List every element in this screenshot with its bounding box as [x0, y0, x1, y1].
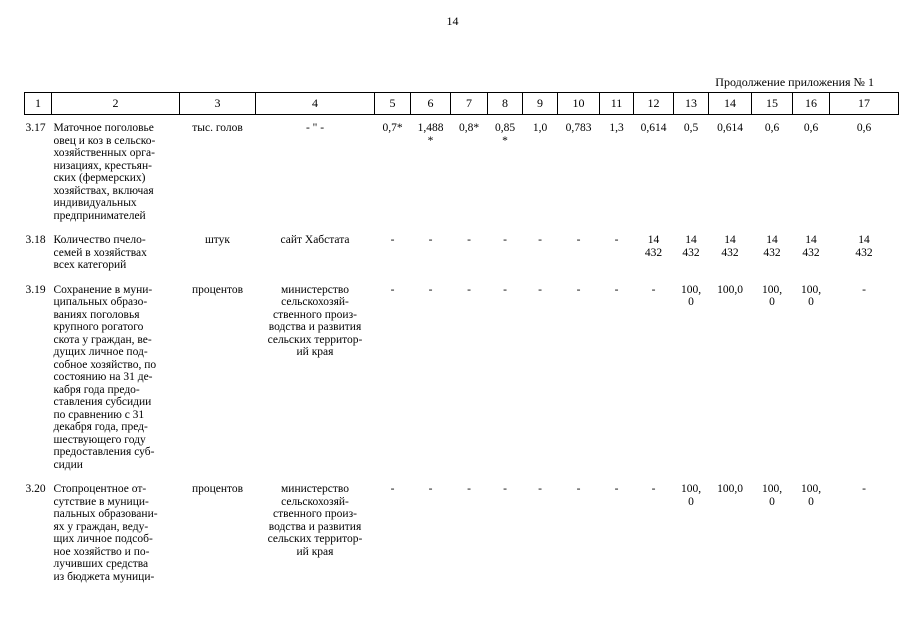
value-cell: -: [576, 283, 581, 296]
row-unit: процентов: [191, 483, 244, 495]
row-description: Маточное поголовье овец и коз в сельско- хозяйственных орга- низациях, крестьян- ских (фермерских) хозяйствах, включая индивидуальных предпринимателей: [53, 122, 156, 222]
table-row: [25, 483, 899, 583]
value-cell: 0,783: [565, 122, 592, 134]
value-cell: 14 432: [682, 234, 700, 259]
value-cell: 0,5: [683, 122, 699, 134]
value-cell: -: [614, 283, 619, 296]
value-cell: -: [390, 234, 395, 246]
header-cell: 11: [600, 93, 634, 115]
value-cell: -: [614, 234, 619, 246]
value-cell: -: [538, 483, 542, 495]
value-cell: -: [576, 483, 581, 495]
header-cell: 3: [180, 93, 256, 115]
value-cell: 14 432: [802, 234, 820, 259]
value-cell: 100, 0: [761, 283, 783, 308]
value-cell: -: [467, 283, 471, 296]
value-cell: -: [538, 283, 542, 296]
value-cell: -: [390, 283, 395, 296]
value-cell: 0,6: [803, 122, 819, 134]
value-cell: 100, 0: [761, 483, 783, 508]
header-cell: 13: [674, 93, 709, 115]
row-description: Сохранение в муни- ципальных образо- ваниях поголовья крупного рогатого скота у граждан, ве- дущих личное под- собное хозяйство, по состоянию на 31 де- кабря года предо- ставления субсидии по сравнению с 31 декабря года, пред- шествующего году предоставления суб- сидии: [53, 283, 157, 471]
row-number: 3.18: [25, 234, 46, 246]
header-cell: 1: [25, 93, 52, 115]
row-source: министерство сельскохозяй- ственного произ- водства и развития сельских территор- ий края: [267, 483, 363, 558]
data-table: [24, 92, 899, 583]
value-cell: -: [651, 283, 656, 296]
value-cell: 0,614: [717, 122, 743, 134]
row-number: 3.19: [25, 283, 46, 296]
header-cell: 8: [488, 93, 523, 115]
header-cell: 6: [411, 93, 451, 115]
header-cell: 4: [256, 93, 375, 115]
value-cell: 0,85 *: [494, 122, 516, 147]
value-cell: -: [503, 283, 507, 296]
row-source: министерство сельскохозяй- ственного произ- водства и развития сельских территор- ий края: [267, 283, 363, 358]
header-cell: 10: [558, 93, 600, 115]
value-cell: 14 432: [763, 234, 781, 259]
value-cell: -: [467, 483, 471, 495]
row-description: Стопроцентное от- сутствие в муници- пальных образовани- ях у граждан, веду- щих личное подсоб- ное хозяйство и по- лучивших средства из бюджета муници-: [53, 483, 158, 583]
value-cell: -: [428, 234, 433, 246]
value-cell: 0,7*: [382, 122, 403, 134]
value-cell: -: [862, 283, 866, 296]
value-cell: 100, 0: [800, 483, 822, 508]
value-cell: -: [614, 483, 619, 495]
row-source: сайт Хабстата: [280, 234, 350, 246]
value-cell: 100, 0: [680, 283, 702, 308]
value-cell: 14 432: [644, 234, 663, 259]
value-cell: 1,488 *: [417, 122, 444, 147]
row-source: - " -: [305, 122, 325, 134]
row-description: Количество пчело- семей в хозяйствах всех категорий: [53, 234, 147, 271]
row-number: 3.17: [25, 122, 46, 134]
value-cell: 1,3: [609, 122, 624, 134]
value-cell: 0,614: [640, 122, 667, 134]
header-cell: 15: [752, 93, 793, 115]
value-cell: 100, 0: [800, 283, 822, 308]
page-number: 14: [446, 14, 459, 28]
header-cell: 7: [451, 93, 488, 115]
value-cell: 14 432: [855, 234, 873, 259]
header-cell: 5: [375, 93, 411, 115]
row-unit: штук: [204, 234, 231, 246]
value-cell: 100,0: [717, 283, 743, 296]
row-unit: тыс. голов: [192, 122, 243, 134]
header-cell: 9: [523, 93, 558, 115]
header-cell: 2: [52, 93, 180, 115]
header-cell: 16: [793, 93, 830, 115]
value-cell: -: [862, 483, 866, 495]
row-unit: процентов: [191, 283, 244, 296]
value-cell: -: [428, 483, 433, 495]
table-row: [25, 284, 899, 472]
table-row: [25, 234, 899, 272]
value-cell: -: [503, 234, 507, 246]
value-cell: 0,6: [856, 122, 872, 134]
table-row: [25, 122, 899, 222]
value-cell: 0,8*: [458, 122, 480, 134]
value-cell: -: [538, 234, 542, 246]
value-cell: -: [467, 234, 471, 246]
value-cell: 0,6: [764, 122, 780, 134]
header-cell: 14: [709, 93, 752, 115]
value-cell: -: [576, 234, 581, 246]
value-cell: -: [390, 483, 395, 495]
continuation-label: Продолжение приложения № 1: [715, 75, 874, 89]
header-cell: 17: [830, 93, 899, 115]
value-cell: 1,0: [532, 122, 548, 134]
value-cell: -: [651, 483, 656, 495]
header-cell: 12: [634, 93, 674, 115]
value-cell: -: [428, 283, 433, 296]
value-cell: 100, 0: [680, 483, 702, 508]
header-row: [25, 93, 899, 115]
row-number: 3.20: [25, 483, 46, 495]
value-cell: 100,0: [717, 483, 743, 495]
value-cell: -: [503, 483, 507, 495]
value-cell: 14 432: [721, 234, 739, 259]
